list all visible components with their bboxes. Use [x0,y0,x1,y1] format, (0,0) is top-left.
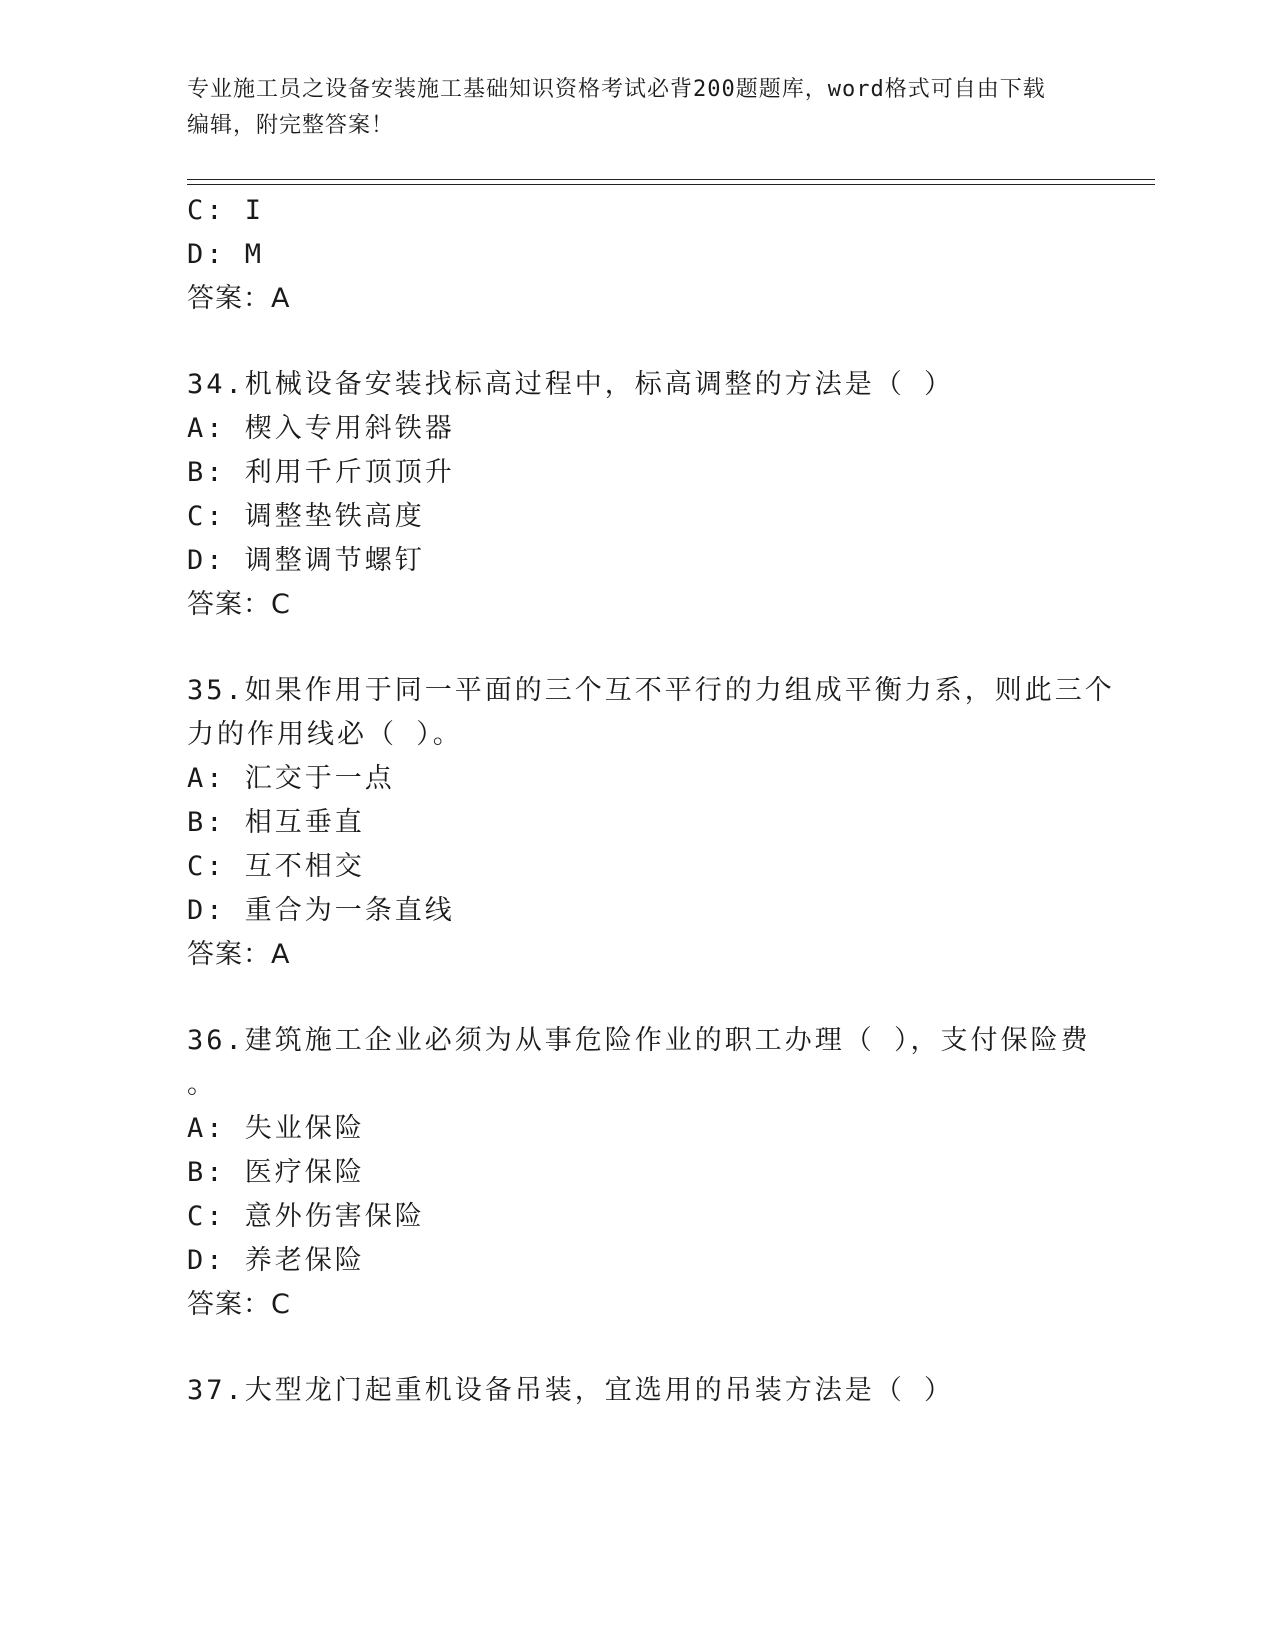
question-34-option-b: B: 利用千斤顶顶升 [187,457,455,488]
header-divider-top [187,179,1155,180]
question-34-option-a: A: 楔入专用斜铁器 [187,413,455,444]
prev-option-c: C: I [187,195,265,226]
question-35-option-a: A: 汇交于一点 [187,763,395,794]
question-34-option-c: C: 调整垫铁高度 [187,501,425,532]
question-35-option-d: D: 重合为一条直线 [187,895,455,926]
question-36-stem-line1: 36.建筑施工企业必须为从事危险作业的职工办理（ ），支付保险费 [187,1025,1091,1056]
document-header: 专业施工员之设备安装施工基础知识资格考试必背200题题库，word格式可自由下载编辑，附完整答案！ [187,77,1046,138]
question-35-stem-line2: 力的作用线必（ ）。 [187,719,463,750]
header-divider-bottom [187,184,1155,185]
question-35-answer: 答案：A [187,939,291,970]
question-35-option-b: B: 相互垂直 [187,807,365,838]
question-37-stem: 37.大型龙门起重机设备吊装，宜选用的吊装方法是（ ） [187,1375,955,1406]
prev-answer: 答案：A [187,283,291,314]
question-34-answer: 答案：C [187,589,291,620]
question-36-option-a: A: 失业保险 [187,1113,365,1144]
question-35-stem-line1: 35.如果作用于同一平面的三个互不平行的力组成平衡力系，则此三个 [187,675,1115,706]
question-34-stem: 34.机械设备安装找标高过程中，标高调整的方法是（ ） [187,369,955,400]
question-36-option-b: B: 医疗保险 [187,1157,365,1188]
question-36-answer: 答案：C [187,1289,291,1320]
question-36-stem-line2: 。 [187,1069,217,1100]
question-34-option-d: D: 调整调节螺钉 [187,545,425,576]
question-36-option-c: C: 意外伤害保险 [187,1201,425,1232]
question-36-option-d: D: 养老保险 [187,1245,365,1276]
prev-option-d: D: M [187,239,265,270]
question-35-option-c: C: 互不相交 [187,851,365,882]
